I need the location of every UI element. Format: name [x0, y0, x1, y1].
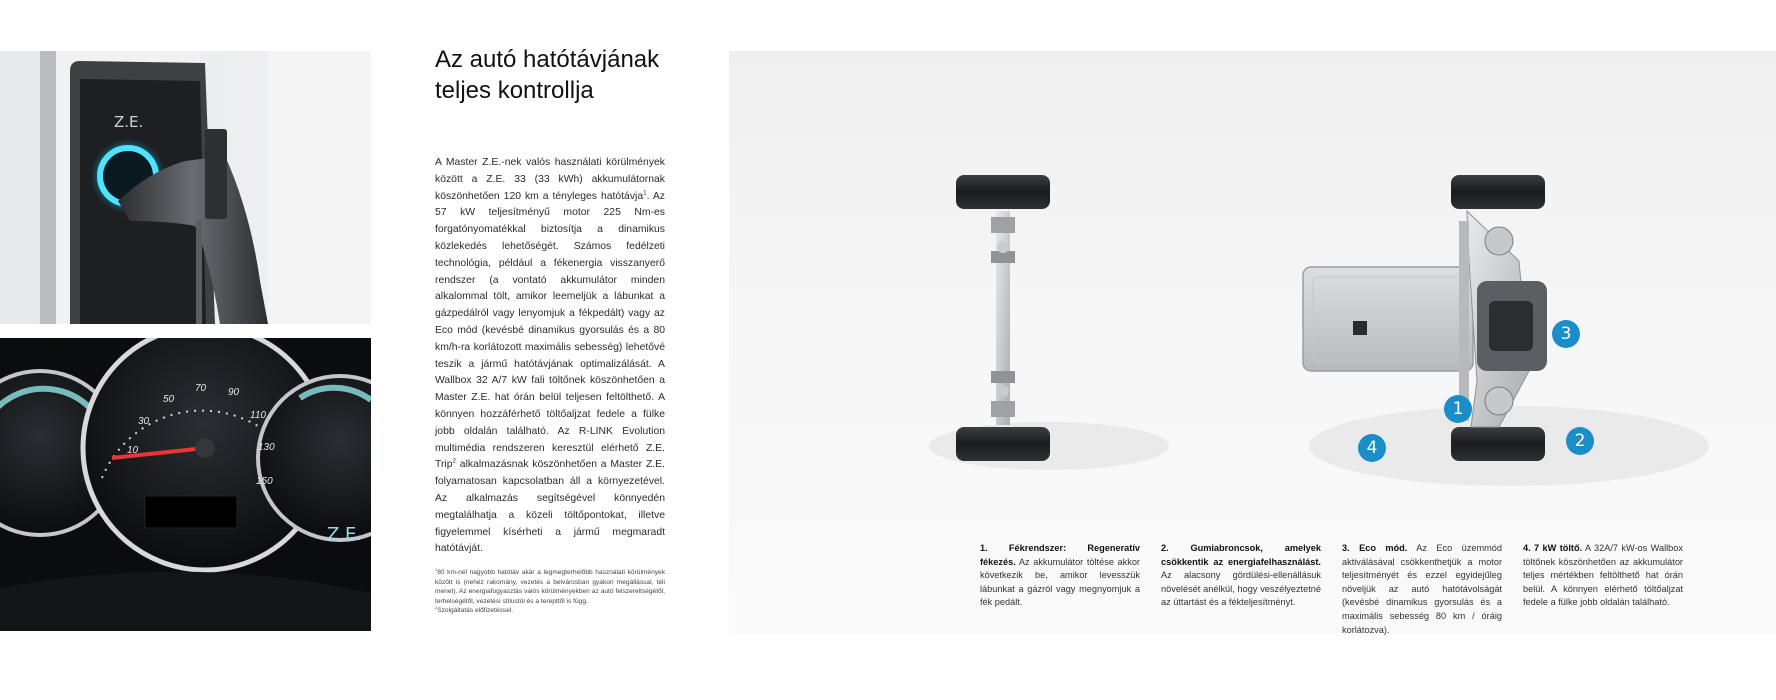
feature-2 [1161, 542, 1321, 610]
footnote-2-text: Szolgáltatás előfizetéssel. [437, 607, 514, 615]
marker-2[interactable]: 2 [1566, 427, 1594, 455]
dash-speed-30: 30 [138, 416, 150, 427]
dash-speed-130: 130 [258, 442, 275, 453]
title-line-1: Az autó hatótávjának [435, 46, 660, 73]
feature-3-heading: 3. Eco mód. [1342, 543, 1408, 553]
footnote-1 [435, 568, 665, 606]
body-part-1: A Master Z.E.-nek valós használati körülmények között a Z.E. 33 (33 kWh) akkumulátornak köszönhetően 120 km a tényleges hatótávja [435, 157, 665, 202]
title-line-2: teljes kontrollja [435, 77, 594, 104]
dashboard-illustration [0, 338, 371, 631]
feature-2-text: Az alacsony gördülési-ellenállásuk növelését anélkül, hogy veszélyeztetné az úttartást és a fékteljesítményt. [1161, 570, 1321, 608]
feature-3 [1342, 542, 1502, 637]
dash-speed-90: 90 [228, 387, 240, 398]
marker-1[interactable]: 1 [1444, 395, 1472, 423]
page-title [435, 44, 695, 106]
footnote-1-sup: 1 [435, 566, 438, 572]
feature-1-heading: 1. Fékrendszer: Regeneratív fékezés. [980, 543, 1140, 567]
feature-4-heading: 4. 7 kW töltő. [1523, 543, 1583, 553]
marker-3[interactable]: 3 [1552, 320, 1580, 348]
chassis-illustration [729, 51, 1776, 521]
dashboard-photo [0, 338, 371, 631]
feature-1-text: Az akkumulátor töltése akkor következik be, amikor levesszük lábunkat a gázról vagy megnyomjuk a fék pedált. [980, 556, 1140, 608]
dash-badge: Z.E. [327, 524, 363, 545]
dash-speed-10: 10 [127, 445, 139, 456]
body-part-2: . Az 57 kW teljesítményű motor 225 Nm-es forgatónyomatékkal biztosítja a dinamikus közlekedés lehetőségét. Számos fedélzeti technológia, például a fékenergia visszanyerő rendszer (a vontató akkumulátor minden alkalommal tölt, amikor leemeljük a lábunkat a gázpedálról vagy lenyomjuk a fékpedált) vagy az Eco mód (kevésbé dinamikus gyorsulás és a 80 km/h-ra korlátozott maximális sebesség) lehetővé teszik a jármű hatótávjának optimalizálását. A Wallbox 32 A/7 kW fali töltőnek köszönhetően a Master Z.E. hat órán belül teljesen feltölthető. A könnyen hozzáférhető töltőaljzat fedele a fülke jobb oldalán található. Az R-LINK Evolution multimédia rendszeren keresztül elérhető Z.E. Trip [435, 190, 665, 471]
charger-photo [0, 51, 371, 324]
dash-speed-70: 70 [195, 383, 207, 394]
footnote-1-text: 80 km-nél nagyobb hatótáv akár a legmegterhelőbb használati körülmények között is (nehéz rakomány, vezetés a belvárosban gyakori megállással, téli menet). Az energiafogyasztás valós körülményekben az autó felszereltségétől, terhelségétől, vezetési stílustól és a terepttől is függ. [435, 569, 665, 605]
feature-3-text: Az Eco üzemmód aktiválásával csökkenthetjük a motor teljesítményét és ezzel egyidejűleg növeljük az autó hatótávolságát (kevésbé dinamikus gyorsulás és a maximális sebesség 80 km / óráig korlátozva). [1342, 543, 1502, 635]
charger-badge: Z.E. [114, 113, 144, 131]
dash-speed-150: 150 [256, 476, 273, 487]
dash-speed-50: 50 [163, 394, 175, 405]
feature-4-text: A 32A/7 kW-os Wallbox töltőnek köszönhetően az akkumulátor teljes mértékben feltölthető hat órán belül. A könnyen elérhető töltőaljzat fedele a fülke jobb oldalán található. [1523, 543, 1683, 608]
article-body [435, 155, 665, 558]
dash-speed-110: 110 [250, 410, 266, 421]
feature-4 [1523, 542, 1683, 610]
marker-4[interactable]: 4 [1358, 434, 1386, 462]
body-sup-2: 2 [452, 457, 456, 465]
body-sup-1: 1 [643, 189, 647, 197]
feature-2-heading: 2. Gumiabroncsok, amelyek csökkentik az energiafelhasználást. [1161, 543, 1321, 567]
body-part-3: alkalmazásnak köszönhetően a Master Z.E. folyamatosan kapcsolatban áll a környezetével. Az alkalmazás segítségével könnyedén megtalálhatja a közeli töltőpontokat, illetve figyelemmel kísérheti a jármű megmaradt hatótávját. [435, 459, 665, 555]
footnote-2 [435, 606, 665, 616]
feature-1 [980, 542, 1140, 610]
footnote-2-sup: 2 [435, 605, 438, 611]
charger-illustration [0, 51, 371, 324]
footnotes [435, 568, 665, 616]
